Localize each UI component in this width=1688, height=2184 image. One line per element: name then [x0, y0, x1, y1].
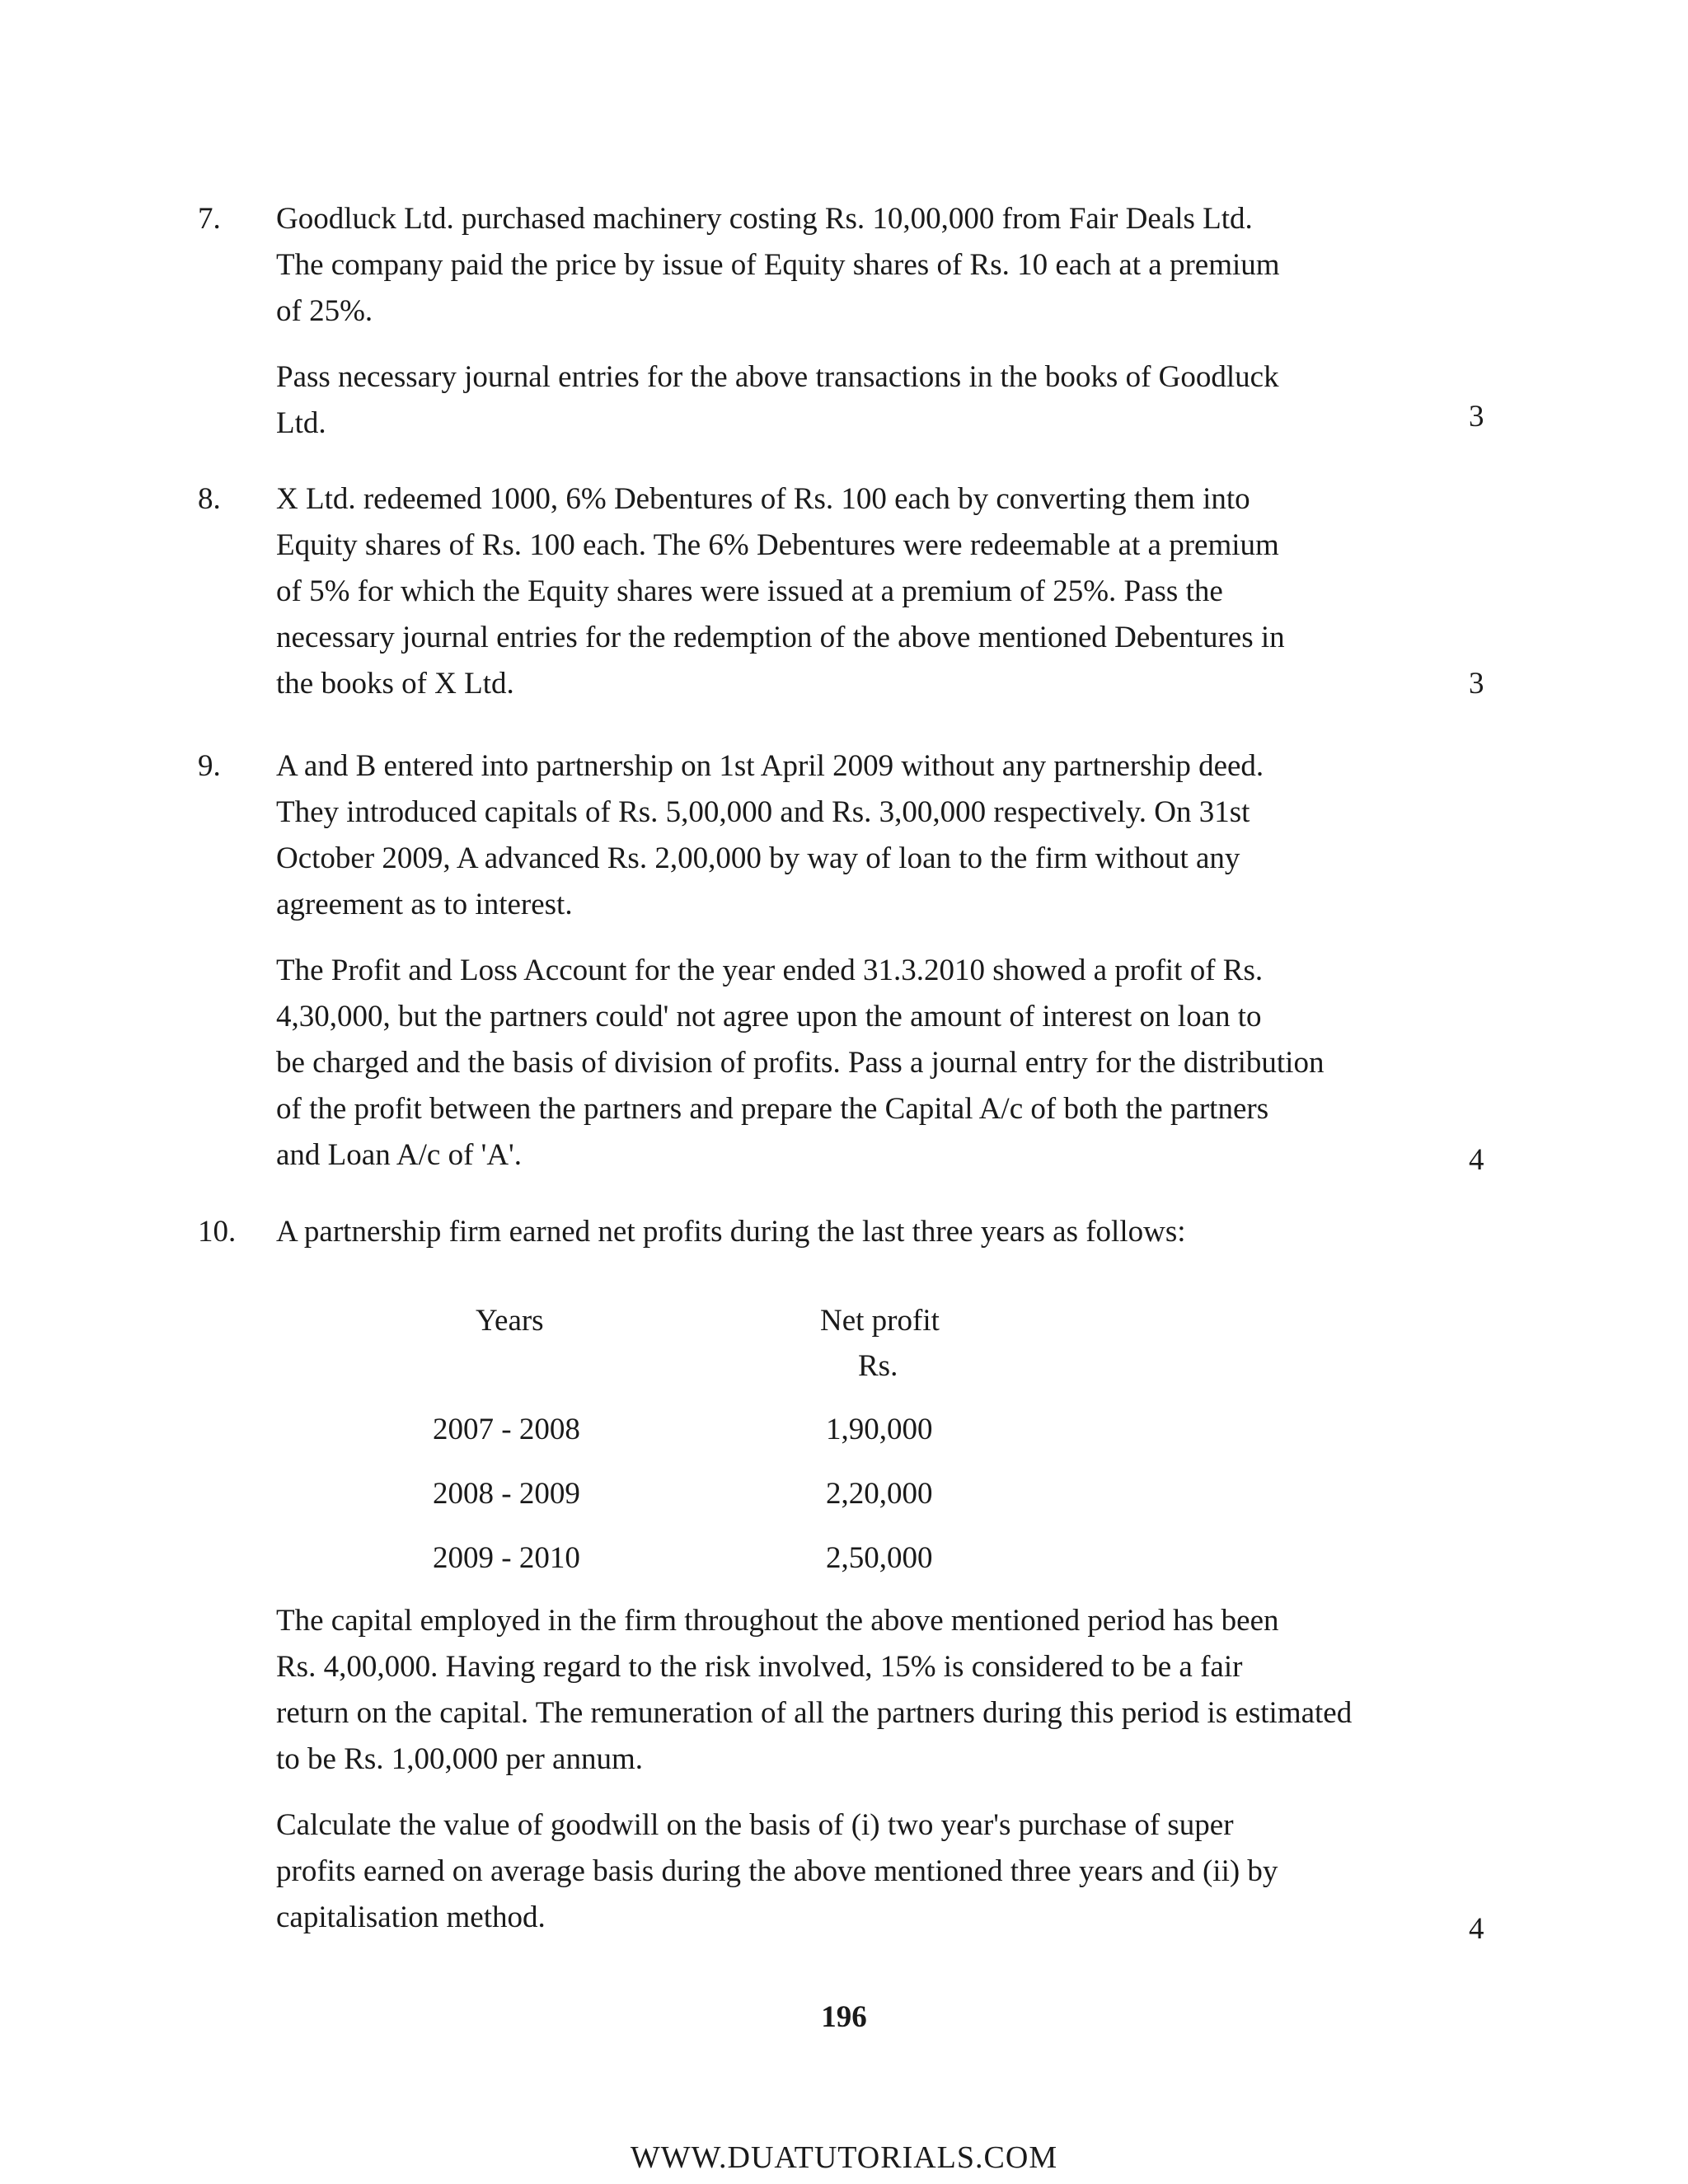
question-paragraph — [276, 1598, 1401, 1783]
text-line: be charged and the basis of division of profits. Pass a journal entry for the distribution — [276, 1046, 1325, 1080]
question-number: 8. — [198, 482, 221, 516]
page-number: 196 — [821, 2000, 867, 2034]
text-line: of the profit between the partners and prepare the Capital A/c of both the partners — [276, 1092, 1269, 1126]
question-intro: A partnership firm earned net profits during the last three years as follows: — [276, 1215, 1186, 1249]
text-line: return on the capital. The remuneration of all the partners during this period is estimated — [276, 1696, 1353, 1730]
marks-label: 3 — [1469, 400, 1484, 434]
table-header-net-profit: Net profit — [820, 1304, 940, 1338]
question-paragraph — [276, 743, 1401, 928]
question-body — [276, 196, 1401, 466]
table-cell-year: 2007 - 2008 — [433, 1413, 580, 1446]
question-body — [276, 1209, 1401, 1275]
text-line: The company paid the price by issue of Equity shares of Rs. 10 each at a premium — [276, 248, 1280, 282]
text-line: X Ltd. redeemed 1000, 6% Debentures of Rs. 100 each by converting them into — [276, 482, 1250, 516]
text-line: of 5% for which the Equity shares were issued at a premium of 25%. Pass the — [276, 574, 1223, 608]
table-cell-profit: 2,50,000 — [826, 1541, 933, 1575]
table-header-currency: Rs. — [858, 1349, 898, 1383]
question-paragraph — [276, 948, 1401, 1179]
text-line: A and B entered into partnership on 1st April 2009 without any partnership deed. — [276, 749, 1264, 783]
text-line: Pass necessary journal entries for the above transactions in the books of Goodluck — [276, 360, 1279, 394]
question-body — [276, 1598, 1401, 1961]
text-line: Calculate the value of goodwill on the basis of (i) two year's purchase of super — [276, 1808, 1234, 1842]
question-number: 10. — [198, 1215, 237, 1249]
text-line: Ltd. — [276, 406, 326, 440]
text-line: profits earned on average basis during the above mentioned three years and (ii) by — [276, 1854, 1278, 1888]
marks-label: 4 — [1469, 1143, 1484, 1177]
text-line: necessary journal entries for the redemption of the above mentioned Debentures in — [276, 621, 1285, 654]
text-line: Goodluck Ltd. purchased machinery costing Rs. 10,00,000 from Fair Deals Ltd. — [276, 202, 1253, 236]
text-line: October 2009, A advanced Rs. 2,00,000 by way of loan to the firm without any — [276, 841, 1240, 875]
text-line: The Profit and Loss Account for the year ended 31.3.2010 showed a profit of Rs. — [276, 954, 1264, 987]
text-line: Rs. 4,00,000. Having regard to the risk involved, 15% is considered to be a fair — [276, 1650, 1243, 1684]
question-paragraph — [276, 354, 1401, 447]
question-number: 9. — [198, 749, 221, 783]
table-cell-profit: 1,90,000 — [826, 1413, 933, 1446]
text-line: 4,30,000, but the partners could' not agree upon the amount of interest on loan to — [276, 1000, 1262, 1033]
footer-website-link[interactable]: WWW.DUATUTORIALS.COM — [630, 2140, 1058, 2175]
text-line: to be Rs. 1,00,000 per annum. — [276, 1742, 643, 1776]
question-body — [276, 743, 1401, 1198]
table-header-years: Years — [476, 1304, 544, 1338]
question-paragraph — [276, 196, 1401, 335]
text-line: of 25%. — [276, 294, 373, 328]
table-cell-profit: 2,20,000 — [826, 1477, 933, 1511]
marks-label: 3 — [1469, 667, 1484, 701]
question-body — [276, 476, 1401, 727]
question-number: 7. — [198, 202, 221, 236]
question-paragraph — [276, 476, 1401, 707]
table-cell-year: 2009 - 2010 — [433, 1541, 580, 1575]
text-line: The capital employed in the firm throughout the above mentioned period has been — [276, 1604, 1279, 1638]
text-line: Equity shares of Rs. 100 each. The 6% Debentures were redeemable at a premium — [276, 528, 1279, 562]
text-line: capitalisation method. — [276, 1900, 546, 1934]
text-line: the books of X Ltd. — [276, 667, 514, 701]
text-line: and Loan A/c of 'A'. — [276, 1138, 522, 1172]
question-paragraph — [276, 1802, 1401, 1941]
text-line: agreement as to interest. — [276, 888, 573, 921]
text-line: They introduced capitals of Rs. 5,00,000 and Rs. 3,00,000 respectively. On 31st — [276, 795, 1250, 829]
table-cell-year: 2008 - 2009 — [433, 1477, 580, 1511]
marks-label: 4 — [1469, 1912, 1484, 1946]
